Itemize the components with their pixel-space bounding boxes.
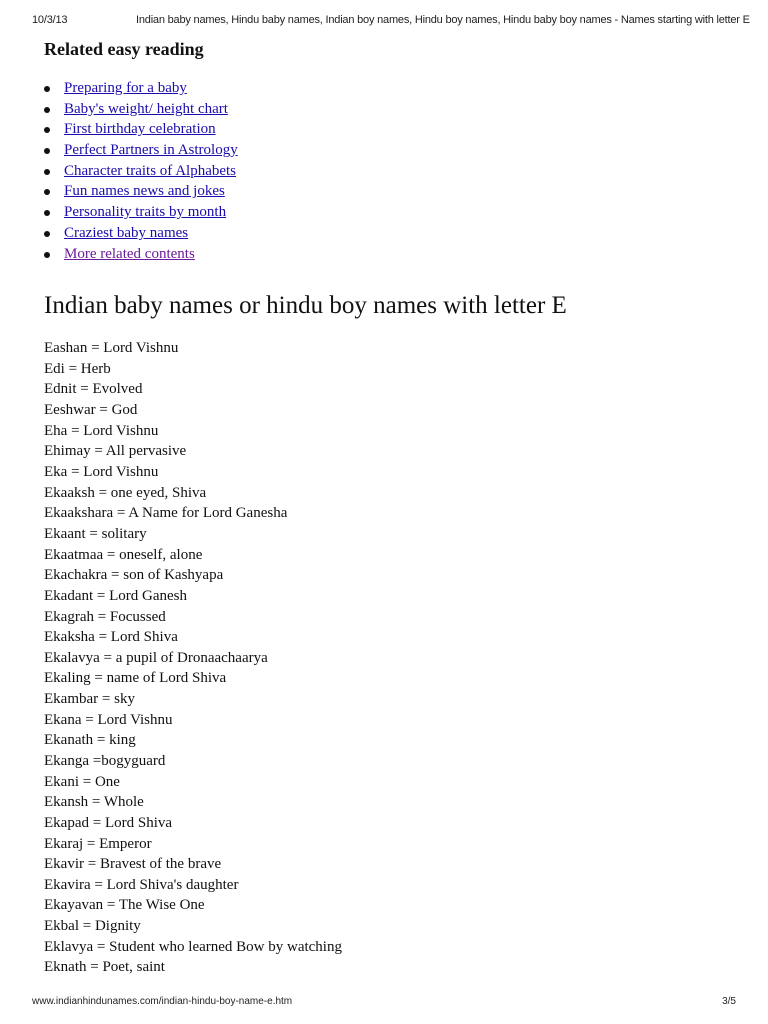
name-entry: Ekapad = Lord Shiva [44, 814, 173, 831]
name-entry: Ekavira = Lord Shiva's daughter [44, 876, 239, 893]
document-title: Indian baby names, Hindu baby names, Indian boy names, Hindu boy names, Hindu baby boy names - Names starting with letter E [136, 14, 750, 26]
name-entry: Edi = Herb [44, 360, 111, 377]
name-entry: Eashan = Lord Vishnu [44, 340, 179, 357]
link-preparing-for-baby[interactable]: Preparing for a baby [64, 80, 187, 96]
link-personality-month[interactable]: Personality traits by month [64, 204, 227, 221]
name-entry: Ekadant = Lord Ganesh [44, 587, 187, 604]
name-entry: Ekambar = sky [44, 691, 135, 708]
link-weight-height-chart[interactable]: Baby's weight/ height chart [64, 100, 228, 117]
related-link-item [64, 202, 734, 223]
bullet-icon [44, 231, 50, 237]
related-link-item [64, 244, 734, 265]
related-link-item [64, 99, 734, 120]
name-entry: Eklavya = Student who learned Bow by watching [44, 938, 342, 955]
name-entry: Ekaraj = Emperor [44, 835, 152, 852]
page-number: 3/5 [722, 996, 736, 1007]
print-header [32, 14, 750, 28]
related-link-item [64, 181, 734, 202]
related-link-item [64, 78, 734, 99]
name-entry: Ekaling = name of Lord Shiva [44, 670, 227, 687]
name-entry: Ehimay = All pervasive [44, 443, 187, 460]
name-entry: Ekaatmaa = oneself, alone [44, 546, 203, 563]
name-entry: Eha = Lord Vishnu [44, 422, 159, 439]
name-entry: Ekaksha = Lord Shiva [44, 629, 178, 646]
name-entry: Ekaant = solitary [44, 525, 147, 542]
name-entry: Ekayavan = The Wise One [44, 897, 205, 914]
name-entry: Ekani = One [44, 773, 120, 790]
bullet-icon [44, 210, 50, 216]
name-entry: Ekaaksh = one eyed, Shiva [44, 484, 207, 501]
name-entry: Ekachakra = son of Kashyapa [44, 567, 224, 584]
link-first-birthday[interactable]: First birthday celebration [64, 121, 216, 138]
link-craziest-names[interactable]: Craziest baby names [64, 224, 189, 241]
related-link-item [64, 119, 734, 140]
name-entry: Ekavir = Bravest of the brave [44, 856, 222, 873]
bullet-icon [44, 189, 50, 195]
link-fun-names[interactable]: Fun names news and jokes [64, 183, 225, 200]
print-footer [32, 996, 736, 1010]
related-link-item [64, 161, 734, 182]
name-entry: Eeshwar = God [44, 402, 138, 419]
related-links-list [44, 78, 734, 264]
page-content [44, 34, 734, 978]
names-section-heading: Indian baby names or hindu boy names with letter E [44, 292, 567, 320]
print-date: 10/3/13 [32, 14, 68, 26]
bullet-icon [44, 252, 50, 258]
name-entry: Eka = Lord Vishnu [44, 464, 159, 481]
link-more-contents[interactable]: More related contents [64, 245, 195, 262]
name-entry: Ekansh = Whole [44, 794, 144, 811]
names-list [44, 338, 734, 978]
name-entry: Ekanath = king [44, 732, 136, 749]
name-entry: Ednit = Evolved [44, 381, 143, 398]
bullet-icon [44, 127, 50, 133]
related-link-item [64, 140, 734, 161]
bullet-icon [44, 169, 50, 175]
page-url: www.indianhindunames.com/indian-hindu-boy-name-e.htm [32, 996, 293, 1007]
link-partners-astrology[interactable]: Perfect Partners in Astrology [64, 142, 238, 159]
name-entry: Ekanga =bogyguard [44, 753, 166, 769]
bullet-icon [44, 86, 50, 92]
related-reading-heading: Related easy reading [44, 39, 204, 59]
name-entry: Ekana = Lord Vishnu [44, 711, 173, 728]
bullet-icon [44, 148, 50, 154]
name-entry: Ekalavya = a pupil of Dronaachaarya [44, 649, 268, 666]
name-entry: Ekaakshara = A Name for Lord Ganesha [44, 505, 288, 522]
link-character-traits[interactable]: Character traits of Alphabets [64, 162, 237, 179]
related-link-item [64, 223, 734, 244]
name-entry: Ekbal = Dignity [44, 918, 141, 935]
bullet-icon [44, 107, 50, 113]
name-entry: Ekagrah = Focussed [44, 608, 166, 625]
name-entry: Eknath = Poet, saint [44, 959, 165, 976]
